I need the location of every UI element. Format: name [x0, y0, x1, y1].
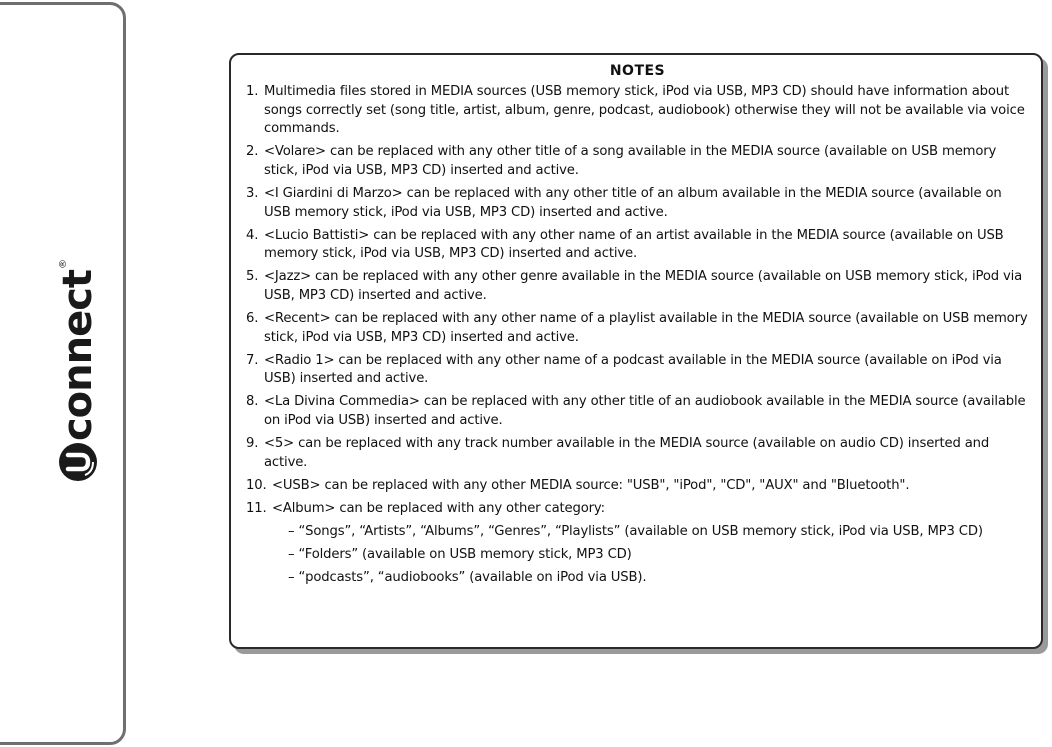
- note-item: [246, 500, 1029, 519]
- note-text: <I Giardini di Marzo> can be replaced with any other title of an album available in the MEDIA source (available on USB memory stick, iPod via USB, MP3 CD) inserted and active.: [264, 185, 1002, 220]
- note-number: 9.: [246, 436, 259, 452]
- note-item: [246, 227, 1029, 264]
- note-number: 5.: [246, 269, 259, 285]
- note-item: [246, 310, 1029, 347]
- note-number: 6.: [246, 311, 259, 327]
- note-number: 1.: [246, 84, 259, 99]
- note-number: 10.: [246, 477, 267, 493]
- uconnect-logo: [55, 258, 101, 481]
- uconnect-u-icon: [59, 443, 97, 481]
- note-text: <Album> can be replaced with any other category:: [272, 500, 605, 516]
- note-number: 2.: [246, 144, 259, 160]
- note-item: [246, 477, 1029, 496]
- note-text: Multimedia files stored in MEDIA sources (USB memory stick, iPod via USB, MP3 CD) should have information about songs correctly set (song title, artist, album, genre, podcast, audiobook) otherwise they will not be available via voice commands.: [264, 84, 1025, 137]
- note-text: <USB> can be replaced with any other MEDIA source: "USB", "iPod", "CD", "AUX" and "Bluetooth".: [272, 477, 910, 493]
- notes-box: [229, 53, 1043, 649]
- note-number: 4.: [246, 227, 259, 243]
- note-text: <Lucio Battisti> can be replaced with any other name of an artist available in the MEDIA source (available on USB memory stick, iPod via USB, MP3 CD) inserted and active.: [264, 227, 1004, 262]
- note-text: <Volare> can be replaced with any other title of a song available in the MEDIA source (available on USB memory stick, iPod via USB, MP3 CD) inserted and active.: [264, 144, 997, 178]
- category-subitem: – “Folders” (available on USB memory stick, MP3 CD): [288, 547, 632, 563]
- note-item: [246, 83, 1029, 139]
- brand-wordmark: connect: [55, 269, 101, 442]
- note-number: 3.: [246, 185, 259, 201]
- note-item: [246, 352, 1029, 389]
- notes-list: [246, 83, 1029, 518]
- note-item: [246, 393, 1029, 430]
- note-item: [246, 268, 1029, 305]
- note-text: <La Divina Commedia> can be replaced with any other title of an audiobook available in the MEDIA source (available on iPod via USB) inserted and active.: [264, 394, 1026, 428]
- note-number: 11.: [246, 500, 267, 516]
- note-text: <Jazz> can be replaced with any other genre available in the MEDIA source (available on USB memory stick, iPod via USB, MP3 CD) inserted and active.: [264, 269, 1023, 303]
- note-number: 7.: [246, 352, 259, 368]
- note-text: <Recent> can be replaced with any other name of a playlist available in the MEDIA source (available on USB memory stick, iPod via USB, MP3 CD) inserted and active.: [264, 311, 1028, 345]
- note-item: [246, 185, 1029, 222]
- note-item: [246, 143, 1029, 180]
- note-number: 8.: [246, 394, 259, 410]
- category-subitem: – “Songs”, “Artists”, “Albums”, “Genres”, “Playlists” (available on USB memory stick, iPod via USB, MP3 CD): [288, 523, 983, 539]
- note-text: <5> can be replaced with any track number available in the MEDIA source (available on audio CD) inserted and active.: [264, 436, 990, 470]
- category-subitem: – “podcasts”, “audiobooks” (available on iPod via USB).: [288, 570, 647, 586]
- note-text: <Radio 1> can be replaced with any other name of a podcast available in the MEDIA source (available on iPod via USB) inserted and active.: [264, 352, 1002, 387]
- registered-mark: ®: [58, 258, 69, 269]
- note-item: [246, 435, 1029, 472]
- notes-title: NOTES: [609, 63, 666, 79]
